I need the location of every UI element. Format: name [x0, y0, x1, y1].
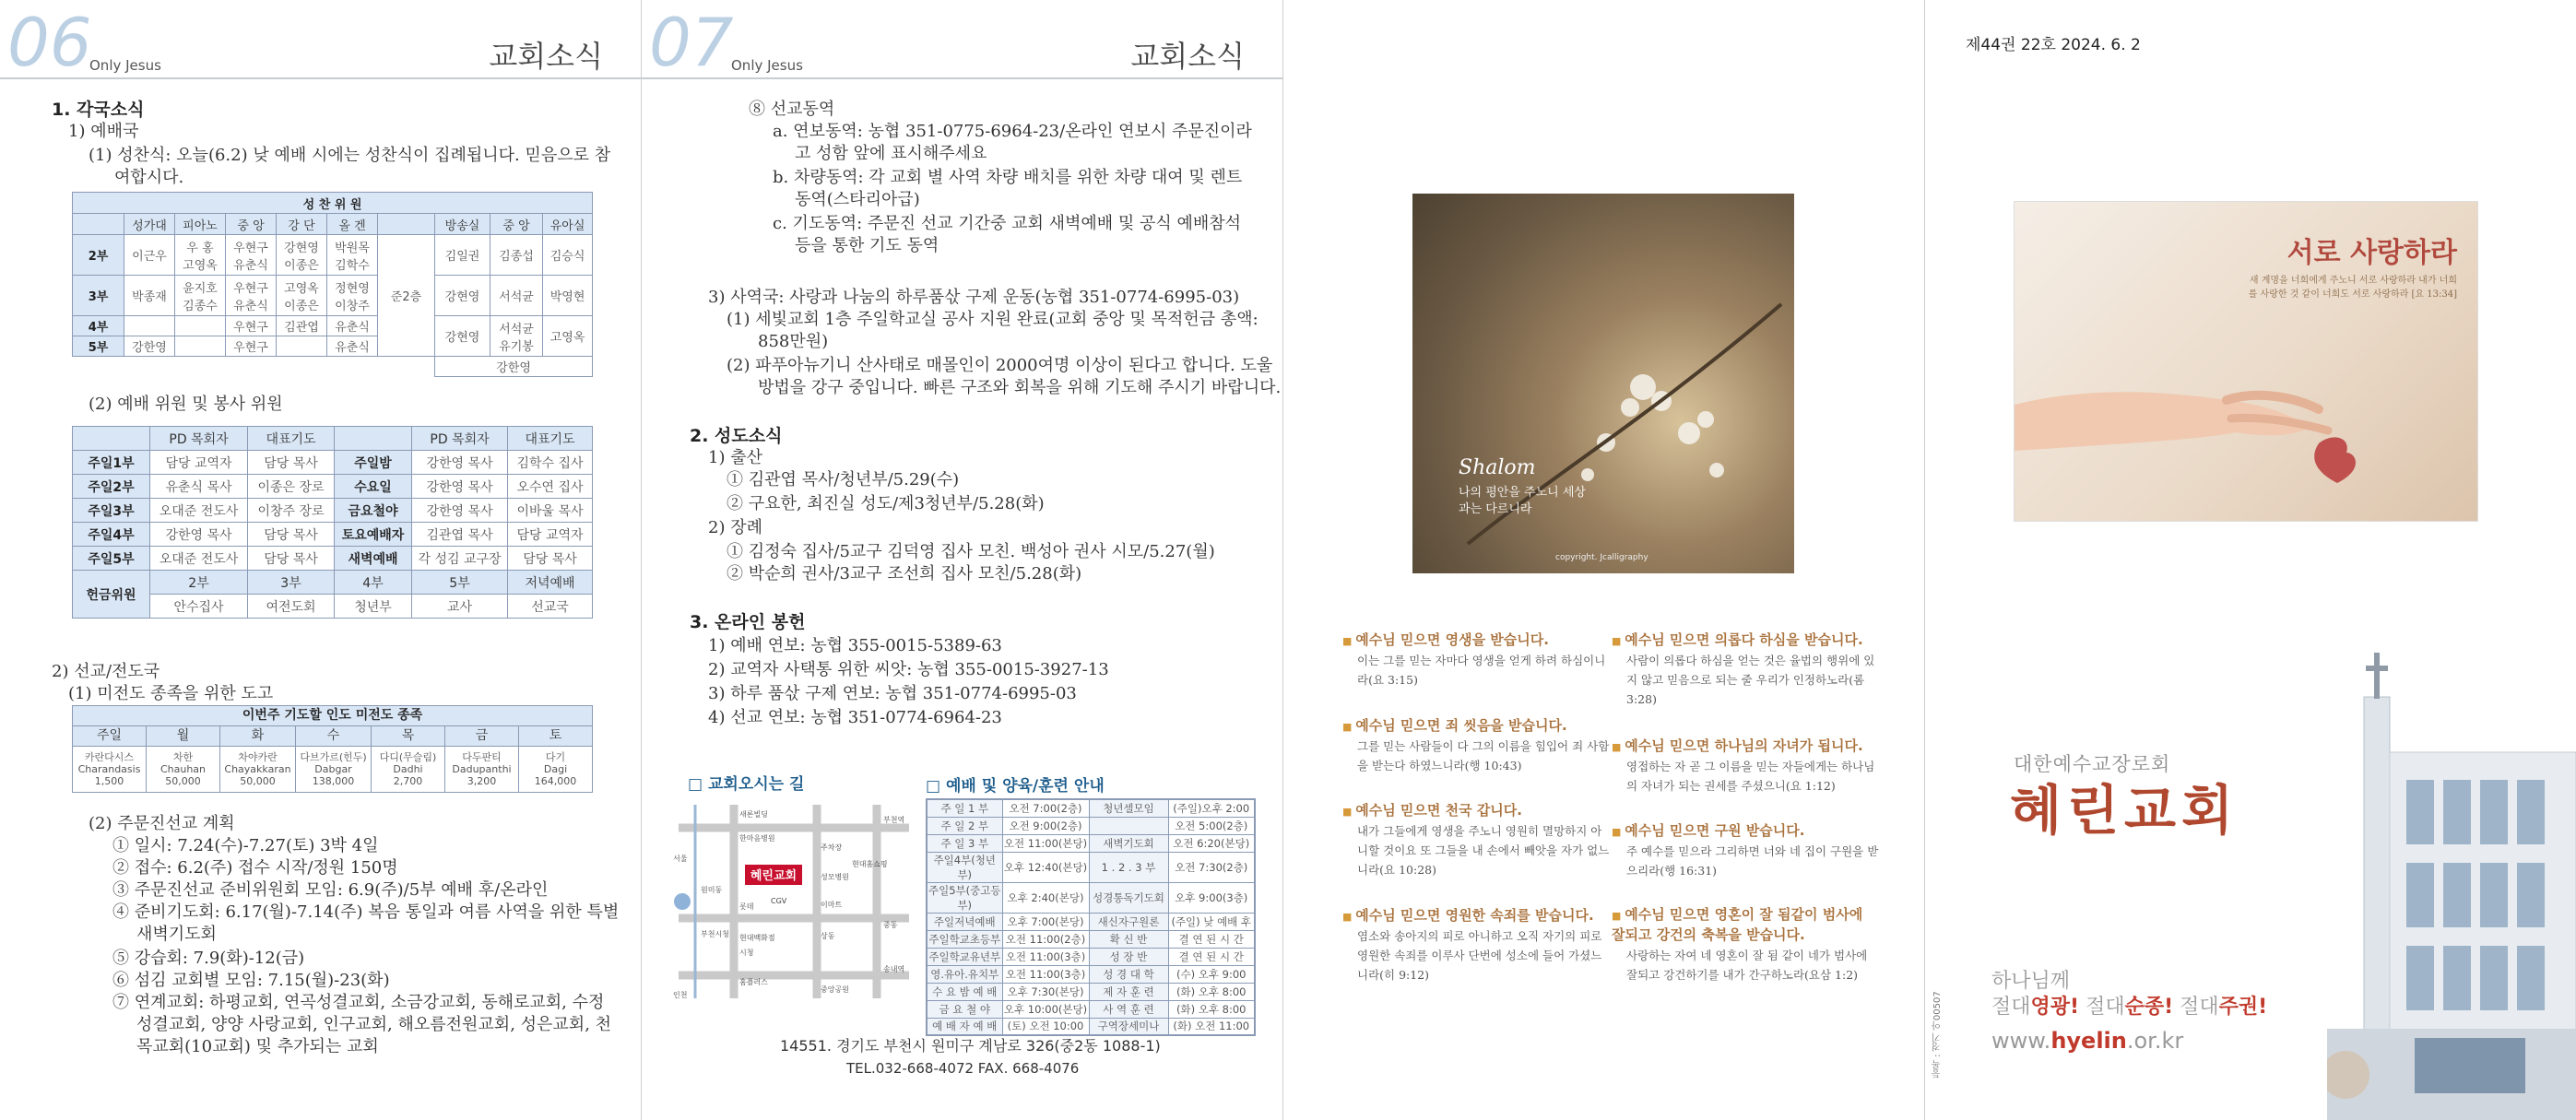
row-label: 3부 — [73, 276, 124, 316]
text-line: ⑧ 선교동역 — [749, 100, 835, 119]
map-title: □ 교회오시는 길 — [688, 775, 805, 794]
fact-text: 영접하는 자 곧 그 이름을 믿는 자들에게는 하나님의 자녀가 되는 권세를 주셨으니(요 1:12) — [1626, 760, 1875, 793]
map-label: 홈플러스 — [739, 978, 768, 986]
map-label: 성모병원 — [821, 873, 849, 881]
map-label: 시청 — [739, 949, 754, 957]
schedule-label: 구역장세미나 — [1089, 1018, 1168, 1035]
schedule-time: 오후 12:40(본당) — [1002, 852, 1089, 882]
schedule-label: 제 자 훈 련 — [1089, 983, 1168, 1000]
photo-verse: 새 계명을 너희에게 주노니 서로 사랑하라 내가 너희를 사랑한 것 같이 너희도 서로 사랑하라 [요 13:34] — [2248, 276, 2457, 300]
schedule-time: 오전 7:00(2층) — [1002, 799, 1089, 817]
communion-committee-table — [72, 192, 593, 377]
header-title: 교회소식 — [1130, 39, 1245, 74]
table-cell: 박원목 김학수 — [327, 235, 378, 276]
table-cell: 차한 Chauhan 50,000 — [147, 747, 220, 793]
page-number: 07 — [649, 4, 734, 81]
plan-item: ① 일시: 7.24(수)-7.27(토) 3박 4일 — [112, 836, 379, 855]
table-cell: 교사 — [412, 595, 508, 619]
plan-item: ② 접수: 6.2(주) 접수 시작/정원 150명 — [112, 858, 398, 878]
slogan-word: 절대 — [2086, 996, 2125, 1019]
table-cell: 이바울 목사 — [508, 499, 593, 523]
fact-text: 사람이 의롭다 하심을 얻는 것은 율법의 행위에 있지 않고 믿음으로 되는 줄 우리가 인정하노라(롬 3:28) — [1626, 654, 1875, 706]
table-header: 올 겐 — [327, 214, 378, 235]
schedule-time: 오전 11:00(본당) — [1002, 834, 1089, 852]
schedule-time: 오후 10:00(본당) — [1002, 1000, 1089, 1018]
denomination: 대한예수교장로회 — [2014, 753, 2171, 775]
table-cell: 김승식 — [543, 235, 593, 276]
table-cell — [277, 336, 327, 357]
section-heading: 2. 성도소식 — [690, 426, 783, 446]
table-header: PD 목회자 — [412, 427, 508, 451]
row-label: 주일3부 — [73, 499, 150, 523]
plan-item: 새벽기도회 — [136, 925, 217, 944]
schedule-label: 주 일 2 부 — [927, 817, 1002, 834]
map-label: 부천시청 — [701, 930, 729, 938]
schedule-time: 오전 5:00(2층) — [1168, 817, 1255, 834]
header-title: 교회소식 — [489, 39, 603, 74]
schedule-time: (토) 오전 10:00 — [1002, 1018, 1089, 1035]
issue-info: 제44권 22호 2024. 6. 2 — [1966, 36, 2141, 54]
subsection-heading: 1) 예배국 — [68, 122, 139, 141]
fact-text: 그를 믿는 사람들이 다 그의 이름을 힘입어 죄 사함을 받는다 하였느니라(행 10:43) — [1357, 739, 1610, 772]
schedule-row — [927, 834, 1255, 852]
tel-fax-line: TEL.032-668-4072 FAX. 668-4076 — [846, 1060, 1080, 1077]
table-cell: 김관엽 목사 — [412, 523, 508, 547]
schedule-label: 1 . 2 . 3 부 — [1089, 852, 1168, 882]
table-header: 화 — [220, 726, 296, 747]
fact-text: 이는 그를 믿는 자마다 영생을 얻게 하려 하심이니라(요 3:15) — [1357, 654, 1606, 687]
map-label: 원미동 — [701, 886, 723, 894]
schedule-time: 오전 11:00(2층) — [1002, 930, 1089, 948]
blossom-photo — [1412, 194, 1794, 573]
schedule-time: (주일) 낮 예배 후 — [1168, 913, 1255, 930]
table-cell: 강현영 — [435, 276, 490, 316]
address-line: 14551. 경기도 부천시 원미구 계남로 326(중2동 1088-1) — [780, 1037, 1161, 1055]
plan-item: ③ 주문진선교 준비위원회 모임: 6.9(주)/5부 예배 후/온라인 — [112, 880, 549, 900]
fact-text: 주 예수를 믿으라 그리하면 너와 네 집이 구원을 받으리라(행 16:31) — [1626, 844, 1879, 878]
schedule-label: 주 일 1 부 — [927, 799, 1002, 817]
map-label: 송내역 — [883, 965, 905, 973]
table-header: 금 — [445, 726, 519, 747]
schedule-row — [927, 882, 1255, 913]
schedule-row — [927, 930, 1255, 948]
schedule-time: 오전 6:20(본당) — [1168, 834, 1255, 852]
slogan-word: 영광! — [2030, 996, 2080, 1019]
table-header: 방송실 — [435, 214, 490, 235]
row-label: 5부 — [73, 336, 124, 357]
fact-heading: ■ 예수님 믿으면 하나님의 자녀가 됩니다. — [1612, 736, 1863, 755]
table-cell: 다기 Dagi 164,000 — [519, 747, 593, 793]
fact-heading: ■ 예수님 믿으면 영생을 받습니다. — [1342, 630, 1549, 649]
table-cell: 담당 목사 — [248, 523, 335, 547]
table-cell: 서석균 유기봉 — [490, 316, 543, 357]
list-item: 2) 교역자 사택통 위한 씨앗: 농협 355-0015-3927-13 — [708, 660, 1109, 679]
schedule-label: 새신자구원론 — [1089, 913, 1168, 930]
table-cell: 오수연 집사 — [508, 475, 593, 499]
table-cell: 강한영 목사 — [412, 475, 508, 499]
text-line: 방법을 강구 중입니다. 빠른 구조와 회복을 위해 기도해 주시기 바랍니다. — [758, 378, 1282, 397]
slogan-word: 주권! — [2218, 996, 2268, 1019]
row-label: 새벽예배 — [335, 547, 412, 571]
table-header: 월 — [147, 726, 220, 747]
subsection-heading: 2) 장례 — [708, 518, 762, 537]
row-label: 주일1부 — [73, 451, 150, 475]
row-label: 주일밤 — [335, 451, 412, 475]
text-line: 고 성함 앞에 표시해주세요 — [795, 144, 987, 163]
fact-heading: ■ 예수님 믿으면 의롭다 하심을 받습니다. — [1612, 630, 1863, 649]
table-title: 이번주 기도할 인도 미전도 종족 — [73, 706, 593, 726]
table-header: 3부 — [248, 571, 335, 595]
row-label: 수요일 — [335, 475, 412, 499]
text-line: a. 연보동역: 농협 351-0775-6964-23/온라인 연보시 주문진이라 — [773, 122, 1252, 141]
map-label: 현대홈쇼핑 — [852, 860, 888, 868]
schedule-time: 오후 7:00(본당) — [1002, 913, 1089, 930]
table-cell: 다디(무슬림) Dadhi 2,700 — [372, 747, 445, 793]
table-cell: 이근우 — [124, 235, 175, 276]
list-item: ① 김정숙 집사/5교구 김덕영 집사 모친. 백성아 권사 시모/5.27(월) — [727, 542, 1215, 561]
table-cell: 정현영 이창주 — [327, 276, 378, 316]
list-item: ② 박순희 권사/3교구 조선희 집사 모친/5.28(화) — [727, 564, 1082, 584]
list-item: ② 구요한, 최진실 성도/제3청년부/5.28(화) — [727, 494, 1045, 513]
table-header: 중 앙 — [226, 214, 277, 235]
schedule-time: 결 연 된 시 간 — [1168, 948, 1255, 965]
url-part: hyelin — [2050, 1028, 2127, 1054]
schedule-time: (화) 오후 8:00 — [1168, 1000, 1255, 1018]
url-part: www. — [1991, 1028, 2051, 1054]
section-heading: 3. 온라인 봉헌 — [690, 612, 806, 632]
schedule-label: 주일학교초등부 — [927, 930, 1002, 948]
row-label: 주일5부 — [73, 547, 150, 571]
table-header: 수 — [296, 726, 372, 747]
table-cell: 각 성김 교구장 — [412, 547, 508, 571]
table-cell: 담당 목사 — [248, 547, 335, 571]
fact-text: 내가 그들에게 영생을 주노니 영원히 멸망하지 아니할 것이요 또 그들을 내 손에서 빼앗을 자가 없느니라(요 10:28) — [1357, 824, 1610, 877]
schedule-label: 주일5부(중고등부) — [927, 882, 1002, 913]
subsection-heading: (2) 예배 위원 및 봉사 위원 — [89, 395, 283, 414]
schedule-time: 오후 7:30(본당) — [1002, 983, 1089, 1000]
schedule-row — [927, 799, 1255, 817]
map-label: 서울 — [673, 855, 688, 863]
schedule-time: (주일)오후 2:00 — [1168, 799, 1255, 817]
schedule-rows — [927, 799, 1255, 1035]
table-title: 성 찬 위 원 — [73, 193, 593, 214]
section-heading: 1. 각국소식 — [52, 100, 145, 120]
church-building-illustration — [2327, 642, 2576, 1120]
schedule-time: (화) 오후 8:00 — [1168, 983, 1255, 1000]
schedule-time: 결 연 된 시 간 — [1168, 930, 1255, 948]
page-header — [0, 0, 642, 79]
table-header: 토 — [519, 726, 593, 747]
table-cell: 선교국 — [508, 595, 593, 619]
schedule-label: 새벽기도회 — [1089, 834, 1168, 852]
map-label: CGV — [771, 897, 787, 905]
table-header: 대표기도 — [248, 427, 335, 451]
table-header: 유아실 — [543, 214, 593, 235]
table-cell: 강한영 목사 — [412, 451, 508, 475]
table-cell: 오대준 전도사 — [150, 547, 248, 571]
subsection-heading: 2) 선교/전도국 — [52, 662, 160, 681]
table-cell: 담당 교역자 — [508, 523, 593, 547]
plan-item: 성결교회, 양양 사랑교회, 인구교회, 해오름전원교회, 성은교회, 천 — [136, 1015, 612, 1034]
map-label: 인천 — [673, 991, 688, 999]
table-cell: 강한영 목사 — [412, 499, 508, 523]
table-cell: 여전도회 — [248, 595, 335, 619]
schedule-row — [927, 1018, 1255, 1035]
table-cell: 오대준 전도사 — [150, 499, 248, 523]
row-label: 4부 — [73, 316, 124, 336]
worship-schedule-table — [926, 798, 1256, 1036]
table-cell: 우현구 유춘식 — [226, 276, 277, 316]
schedule-label: 성 경 대 학 — [1089, 965, 1168, 983]
fact-text: 염소와 송아지의 피로 아니하고 오직 자기의 피로 영원한 속죄를 이루사 단번에 성소에 들어 가셨느니라(히 9:12) — [1357, 929, 1602, 982]
table-cell: 이종은 장로 — [248, 475, 335, 499]
schedule-label: 청년셀모임 — [1089, 799, 1168, 817]
map-label: 주차장 — [821, 843, 843, 852]
row-label: 주일2부 — [73, 475, 150, 499]
table-cell — [124, 316, 175, 336]
table-header: PD 목회자 — [150, 427, 248, 451]
church-marker-label: 혜린교회 — [750, 869, 798, 883]
table-cell: 이창주 장로 — [248, 499, 335, 523]
fact-heading: ■ 예수님 믿으면 천국 갑니다. — [1342, 800, 1522, 819]
table-header: 목 — [372, 726, 445, 747]
baby-hand-photo — [2014, 201, 2478, 522]
schedule-time: 오후 2:40(본당) — [1002, 882, 1089, 913]
plan-item: 목교회(10교회) 및 추가되는 교회 — [136, 1037, 379, 1056]
table-cell: 윤지호 김종수 — [175, 276, 226, 316]
page-header — [642, 0, 1283, 79]
url-part: .or.kr — [2126, 1028, 2184, 1054]
table-header: 저녁예배 — [508, 571, 593, 595]
schedule-label: 주일학교유년부 — [927, 948, 1002, 965]
table-cell: 우현구 — [226, 336, 277, 357]
schedule-row — [927, 817, 1255, 834]
header-subtitle: Only Jesus — [89, 57, 161, 74]
text-line: (1) 세빛교회 1층 주일학교실 공사 지원 완료(교회 중앙 및 목적헌금 총액: — [727, 310, 1258, 329]
evangelism-page — [1283, 0, 1925, 1120]
schedule-time: 오전 7:30(2층) — [1168, 852, 1255, 882]
table-cell: 박영현 — [543, 276, 593, 316]
slogan-word: 순종! — [2124, 996, 2174, 1019]
schedule-time: 오후 9:00(3층) — [1168, 882, 1255, 913]
schedule-label — [1089, 817, 1168, 834]
header-subtitle: Only Jesus — [731, 57, 803, 74]
plan-item: ⑦ 연계교회: 하평교회, 연곡성결교회, 소금강교회, 동해로교회, 수정 — [112, 993, 605, 1012]
subsection-heading: 1) 출산 — [708, 448, 762, 467]
table-cell: 강현영 — [435, 316, 490, 357]
paragraph-line: 여합시다. — [114, 168, 184, 187]
table-cell: 고영옥 이종은 — [277, 276, 327, 316]
schedule-time: 오전 11:00(3층) — [1002, 948, 1089, 965]
schedule-row — [927, 1000, 1255, 1018]
table-header: 대표기도 — [508, 427, 593, 451]
page-06 — [0, 0, 642, 1120]
schedule-label: 주일4부(청년부) — [927, 852, 1002, 882]
photo-calligraphy-title: Shalom — [1459, 456, 1536, 479]
slogan-word: 절대 — [1991, 996, 2031, 1019]
map-label: 이마트 — [821, 901, 843, 909]
schedule-title: □ 예배 및 양육/훈련 안내 — [926, 777, 1105, 796]
table-header: 성가대 — [124, 214, 175, 235]
table-cell: 김종섭 — [490, 235, 543, 276]
schedule-label: 주 일 3 부 — [927, 834, 1002, 852]
plan-item: ⑤ 강습회: 7.9(화)-12(금) — [112, 949, 305, 968]
table-cell: 담당 목사 — [508, 547, 593, 571]
schedule-row — [927, 983, 1255, 1000]
church-name: 혜린교회 — [2010, 779, 2239, 842]
table-cell: 우현구 유춘식 — [226, 235, 277, 276]
slogan-line-1: 하나님께 — [1991, 970, 2071, 993]
schedule-row — [927, 913, 1255, 930]
photo-calligraphy-text: 나의 평안을 주노니 세상과는 다르니라 — [1459, 486, 1586, 516]
row-label: 2부 — [73, 235, 124, 276]
table-cell: 다두판티 Dadupanthi 3,200 — [445, 747, 519, 793]
map-label: 중앙공원 — [821, 985, 849, 994]
subway-icon — [674, 893, 691, 910]
subsection-heading: (2) 주문진선교 계획 — [89, 814, 235, 833]
table-cell: 강현영 이종은 — [277, 235, 327, 276]
table-cell — [175, 336, 226, 357]
table-cell: 김학수 집사 — [508, 451, 593, 475]
table-cell: 박종재 — [124, 276, 175, 316]
page-07 — [642, 0, 1283, 1120]
table-cell: 김일권 — [435, 235, 490, 276]
list-item: 1) 예배 연보: 농협 355-0015-5389-63 — [708, 636, 1002, 655]
table-cell: 강한영 — [435, 357, 593, 377]
table-cell: 우 홍 고영옥 — [175, 235, 226, 276]
table-header: 2부 — [150, 571, 248, 595]
photo-credit: copyright. Jcalligraphy — [1555, 553, 1648, 562]
text-line: 858만원) — [758, 332, 829, 351]
table-cell: 차야카란 Chayakkaran 50,000 — [220, 747, 296, 793]
map-label: 부천역 — [883, 816, 905, 824]
text-line: 동역(스타리아급) — [795, 190, 920, 209]
row-label: 토요예배자 — [335, 523, 412, 547]
map-label: 새론빌딩 — [739, 810, 768, 819]
website-url — [1991, 1028, 2184, 1054]
row-label: 금요철야 — [335, 499, 412, 523]
unreached-people-table — [72, 705, 593, 793]
table-cell: 카란다시스 Charandasis 1,500 — [73, 747, 147, 793]
page-number: 06 — [7, 4, 92, 81]
table-cell: 다브가르(힌두) Dabgar 138,000 — [296, 747, 372, 793]
table-header: 강 단 — [277, 214, 327, 235]
row-label: 헌금위원 — [73, 571, 150, 619]
table-cell: 담당 교역자 — [150, 451, 248, 475]
table-cell: 우현구 — [226, 316, 277, 336]
list-item: ① 김관엽 목사/청년부/5.29(수) — [727, 470, 960, 489]
map-label: 롯데 — [739, 902, 754, 911]
fact-heading: ■ 예수님 믿으면 영원한 속죄를 받습니다. — [1342, 905, 1594, 925]
church-location-map — [669, 800, 918, 1005]
text-line: 3) 사역국: 사랑과 나눔의 하루품삯 구제 운동(농협 351-0774-6995-03) — [708, 288, 1240, 307]
subsection-heading: (1) 미전도 종족을 위한 도고 — [68, 684, 274, 703]
table-cell: 강한영 목사 — [150, 523, 248, 547]
schedule-label: 금 요 철 야 — [927, 1000, 1002, 1018]
table-cell: 강한영 — [124, 336, 175, 357]
table-cell: 서석균 — [490, 276, 543, 316]
map-label: 한마음병원 — [739, 834, 775, 843]
table-header: 5부 — [412, 571, 508, 595]
table-cell: 담당 목사 — [248, 451, 335, 475]
list-item: 3) 하루 품삯 구제 연보: 농협 351-0774-6995-03 — [708, 684, 1077, 703]
text-line: b. 차량동역: 각 교회 별 사역 차량 배치를 위한 차량 대여 및 렌트 — [773, 168, 1243, 187]
table-cell: 고영옥 — [543, 316, 593, 357]
table-cell: 유춘식 — [327, 336, 378, 357]
table-header: 중 앙 — [490, 214, 543, 235]
row-label: 주일4부 — [73, 523, 150, 547]
table-cell: 준2층 — [378, 235, 435, 357]
text-line: (2) 파푸아뉴기니 산사태로 매몰인이 2000여명 이상이 된다고 합니다. 도울 — [727, 356, 1273, 375]
map-label: 현대백화점 — [739, 934, 775, 942]
schedule-time: (수) 오후 9:00 — [1168, 965, 1255, 983]
list-item: 4) 선교 연보: 농협 351-0774-6964-23 — [708, 708, 1002, 727]
cover-page — [1925, 0, 2576, 1120]
fact-heading: ■ 예수님 믿으면 구원 받습니다. — [1612, 820, 1804, 840]
table-cell: 안수집사 — [150, 595, 248, 619]
text-line: 등을 통한 기도 동역 — [795, 236, 939, 255]
table-cell: 유춘식 목사 — [150, 475, 248, 499]
photo-title: 서로 사랑하라 — [2286, 237, 2457, 269]
schedule-label: 예 배 자 예 배 — [927, 1018, 1002, 1035]
slogan-word: 절대 — [2180, 996, 2219, 1019]
plan-item: ④ 준비기도회: 6.17(월)-7.14(주) 복음 통일과 여름 사역을 위한 특별 — [112, 902, 620, 922]
fact-heading: ■ 예수님 믿으면 죄 씻음을 받습니다. — [1342, 715, 1567, 735]
table-header: 4부 — [335, 571, 412, 595]
table-cell — [175, 316, 226, 336]
fact-heading: ■ 예수님 믿으면 영혼이 잘 됨같이 범사에 잘되고 강건의 축복을 받습니다. — [1612, 905, 1874, 945]
schedule-time: 오전 9:00(2층) — [1002, 817, 1089, 834]
schedule-row — [927, 948, 1255, 965]
registration-number: 등록 : 경기 아00507 — [1932, 991, 1943, 1079]
schedule-label: 성경통독기도회 — [1089, 882, 1168, 913]
schedule-label: 확 신 반 — [1089, 930, 1168, 948]
table-header: 주일 — [73, 726, 147, 747]
schedule-time: 오전 11:00(3층) — [1002, 965, 1089, 983]
schedule-label: 사 역 훈 련 — [1089, 1000, 1168, 1018]
paragraph-line: (1) 성찬식: 오늘(6.2) 낮 예배 시에는 성찬식이 집례됩니다. 믿음으로 참 — [89, 146, 611, 165]
table-cell: 유춘식 — [327, 316, 378, 336]
table-cell: 청년부 — [335, 595, 412, 619]
schedule-label: 수 요 밤 예 배 — [927, 983, 1002, 1000]
table-cell: 김관엽 — [277, 316, 327, 336]
schedule-row — [927, 965, 1255, 983]
schedule-label: 주일저녁예배 — [927, 913, 1002, 930]
schedule-label: 성 장 반 — [1089, 948, 1168, 965]
schedule-label: 영.유아.유치부 — [927, 965, 1002, 983]
fact-text: 사랑하는 자여 네 영혼이 잘 됨 같이 네가 범사에 잘되고 강건하기를 내가 간구하노라(요삼 1:2) — [1626, 949, 1868, 982]
schedule-row — [927, 852, 1255, 882]
table-header: 피아노 — [175, 214, 226, 235]
schedule-time: (화) 오전 11:00 — [1168, 1018, 1255, 1035]
plan-item: ⑥ 섬김 교회별 모임: 7.15(월)-23(화) — [112, 971, 390, 990]
map-label: 중동 — [883, 921, 898, 929]
service-committee-table — [72, 426, 593, 619]
slogan-line-2 — [1991, 997, 2267, 1018]
text-line: c. 기도동역: 주문진 선교 기간중 교회 새벽예배 및 공식 예배참석 — [773, 214, 1242, 233]
map-label: 상동 — [821, 932, 835, 940]
